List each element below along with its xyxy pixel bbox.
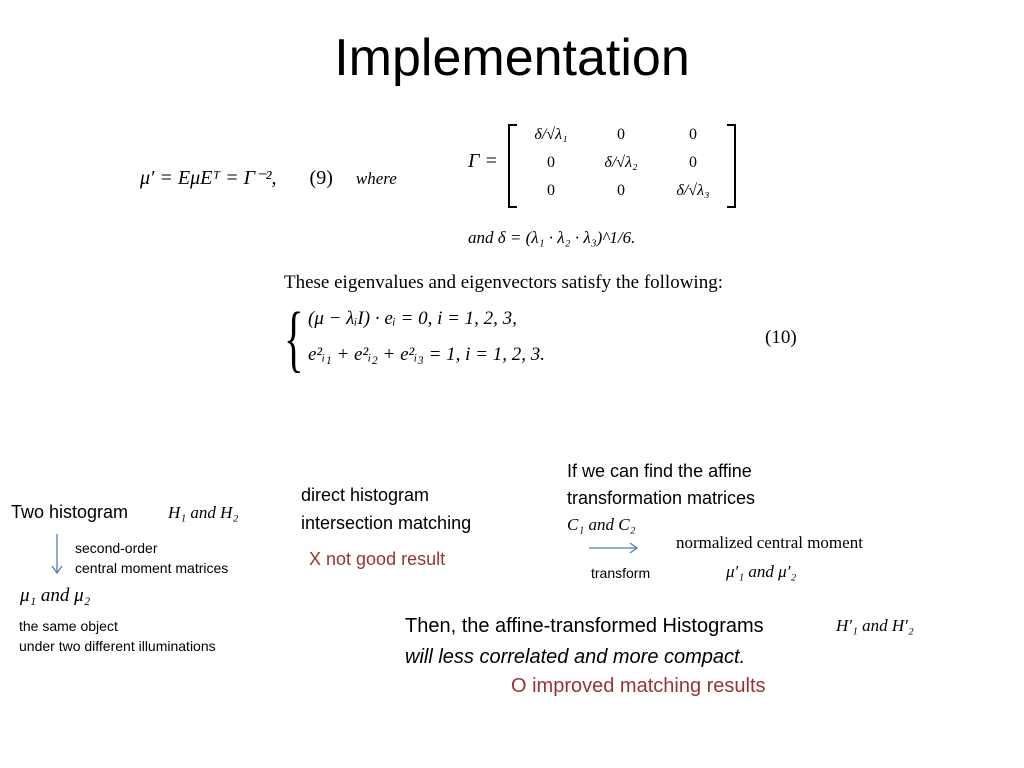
matrix-cell: δ/√λ₁ xyxy=(534,126,568,143)
transform-label: transform xyxy=(591,565,651,581)
improved-result: O improved matching results xyxy=(511,675,766,697)
matrix-cell: 0 xyxy=(617,182,625,199)
matrix-cell: 0 xyxy=(617,126,625,143)
mu-prime-symbols: μ′₁ and μ′₂ xyxy=(726,562,797,581)
where-label: where xyxy=(355,169,397,188)
central-moment-label: central moment matrices xyxy=(75,560,229,576)
matrix-cell: 0 xyxy=(689,154,697,171)
matrix-cell: 0 xyxy=(547,154,555,171)
equation-10-line-1: (μ − λᵢI) · eᵢ = 0, i = 1, 2, 3, xyxy=(308,308,517,329)
h-symbols: H₁ and H₂ xyxy=(168,503,239,522)
matrix-cell: δ/√λ₃ xyxy=(676,182,710,199)
then-text: Then, the affine-transformed Histograms xyxy=(405,615,764,637)
intersection-matching-label: intersection matching xyxy=(301,513,472,533)
two-histogram-label: Two histogram xyxy=(11,502,129,522)
equation-9 xyxy=(140,165,397,190)
gamma-matrix xyxy=(508,124,736,208)
h-prime-symbols: H′₁ and H′₂ xyxy=(836,616,914,635)
transformation-matrices-label: transformation matrices xyxy=(567,488,756,508)
brace-symbol: { xyxy=(284,298,304,380)
down-arrow-icon xyxy=(49,532,65,576)
slide-title: Implementation xyxy=(334,29,690,87)
illuminations-label: under two different illuminations xyxy=(19,638,216,654)
matrix-cell: 0 xyxy=(689,126,697,143)
less-correlated-text: will less correlated and more compact. xyxy=(405,646,746,668)
delta-definition: and δ = (λ₁ · λ₂ · λ₃)^1/6. xyxy=(468,228,636,247)
mu-symbols: μ₁ and μ₂ xyxy=(20,585,91,606)
same-object-label: the same object xyxy=(19,618,118,634)
equation-9-lhs: μ′ = EμEᵀ = Γ⁻², xyxy=(140,167,277,189)
not-good-result: X not good result xyxy=(309,549,446,569)
equation-10-number: (10) xyxy=(765,327,797,348)
c-symbols: C₁ and C₂ xyxy=(567,515,636,534)
equation-10-line-2: e²ᵢ₁ + e²ᵢ₂ + e²ᵢ₃ = 1, i = 1, 2, 3. xyxy=(308,344,546,365)
second-order-label: second-order xyxy=(75,540,158,556)
affine-label: If we can find the affine xyxy=(567,461,752,481)
equation-9-number: (9) xyxy=(309,167,333,189)
direct-histogram-label: direct histogram xyxy=(301,485,430,505)
right-arrow-icon xyxy=(588,541,640,555)
matrix-cell: 0 xyxy=(547,182,555,199)
eigen-heading: These eigenvalues and eigenvectors satisfy the following: xyxy=(284,272,723,293)
matrix-cell: δ/√λ₂ xyxy=(604,154,638,171)
normalized-label: normalized central moment xyxy=(676,533,863,552)
gamma-label: Γ = xyxy=(468,150,498,172)
